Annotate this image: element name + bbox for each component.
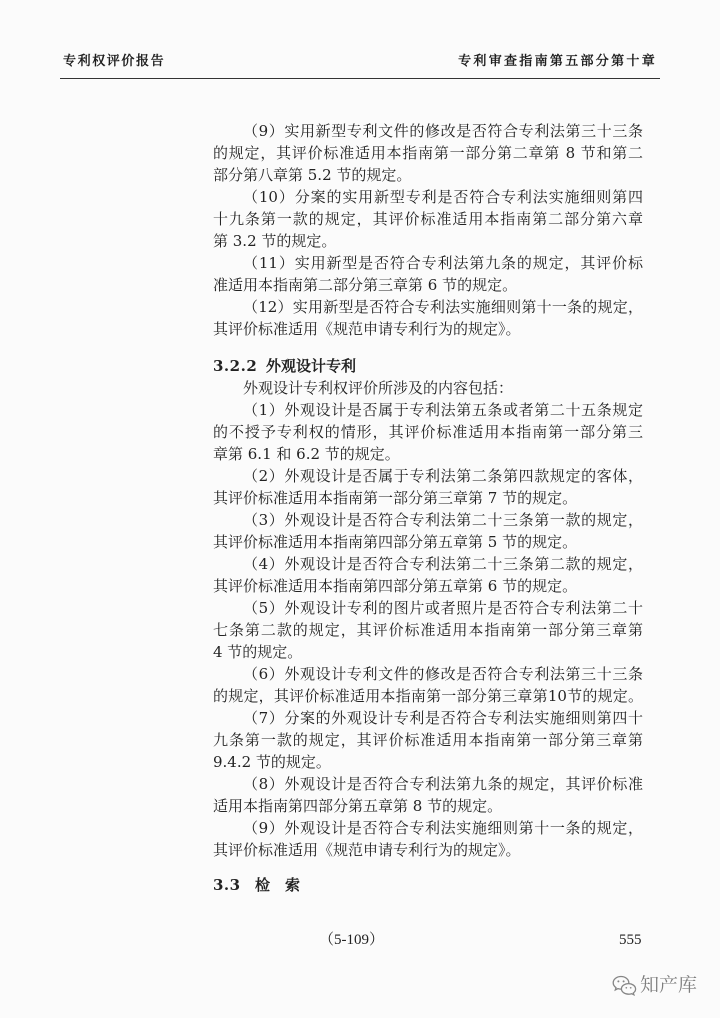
page-footer-code: （5-109） <box>319 932 384 948</box>
list-item <box>213 399 643 465</box>
text-line: 4 节的规定。 <box>213 643 303 661</box>
text-line: 9.4.2 节的规定。 <box>213 753 331 771</box>
list-item <box>213 553 643 597</box>
watermark-text: 知产库 <box>640 974 698 996</box>
list-item <box>213 509 643 553</box>
text-line: 的不授予专利权的情形，其评价标准适用本指南第一部分第三 <box>213 423 643 441</box>
list-item <box>213 597 643 663</box>
text-line: 其评价标准适用《规范申请专利行为的规定》。 <box>213 841 521 859</box>
text-line: 第 3.2 节的规定。 <box>213 232 337 250</box>
text-line: （9）实用新型专利文件的修改是否符合专利法第三十三条 <box>243 122 643 140</box>
header-rule <box>60 78 660 79</box>
section-number: 3.2.2 <box>213 357 258 375</box>
list-item <box>213 663 643 707</box>
text-line: 章第 6.1 和 6.2 节的规定。 <box>213 445 400 463</box>
section-title: 外观设计专利 <box>266 357 357 375</box>
text-line: （1）外观设计是否属于专利法第五条或者第二十五条规定 <box>243 401 643 419</box>
wechat-icon <box>612 975 637 996</box>
text-line: （5）外观设计专利的图片或者照片是否符合专利法第二十 <box>243 599 643 617</box>
watermark <box>612 972 708 998</box>
section-heading <box>213 355 643 377</box>
text-line: （9）外观设计是否符合专利法实施细则第十一条的规定， <box>243 819 643 837</box>
section-title: 检 索 <box>255 876 301 894</box>
page-number: 555 <box>619 932 642 948</box>
list-item <box>213 465 643 509</box>
section-number: 3.3 <box>213 876 241 894</box>
section-heading <box>213 874 643 896</box>
list-item <box>213 817 643 861</box>
list-item <box>213 707 643 773</box>
text-line: 十九条第一款的规定，其评价标准适用本指南第二部分第六章 <box>213 210 643 228</box>
list-item <box>213 296 643 340</box>
running-head <box>63 52 657 72</box>
text-line: （11）实用新型是否符合专利法第九条的规定，其评价标 <box>243 254 643 272</box>
running-head-left: 专利权评价报告 <box>63 54 166 69</box>
text-line: （12）实用新型是否符合专利法实施细则第十一条的规定， <box>243 298 643 316</box>
text-line: 其评价标准适用本指南第四部分第五章第 6 节的规定。 <box>213 577 578 595</box>
text-line: 准适用本指南第二部分第三章第 6 节的规定。 <box>213 276 518 294</box>
text-line: 九条第一款的规定，其评价标准适用本指南第一部分第三章第 <box>213 731 643 749</box>
text-line: 的规定，其评价标准适用本指南第一部分第二章第 8 节和第二 <box>213 144 643 162</box>
text-line: 其评价标准适用本指南第一部分第三章第 7 节的规定。 <box>213 489 578 507</box>
list-item <box>213 186 643 252</box>
text-line: （3）外观设计是否符合专利法第二十三条第一款的规定， <box>243 511 643 529</box>
text-line: 其评价标准适用本指南第四部分第五章第 5 节的规定。 <box>213 533 578 551</box>
list-item <box>213 252 643 296</box>
text-line: （7）分案的外观设计专利是否符合专利法实施细则第四十 <box>243 709 643 727</box>
text-line: 其评价标准适用《规范申请专利行为的规定》。 <box>213 320 521 338</box>
text-line: 适用本指南第四部分第五章第 8 节的规定。 <box>213 797 503 815</box>
text-line: 部分第八章第 5.2 节的规定。 <box>213 166 412 184</box>
running-head-right: 专利审查指南第五部分第十章 <box>458 54 657 69</box>
text-line: （2）外观设计是否属于专利法第二条第四款规定的客体， <box>243 467 643 485</box>
text-line: （4）外观设计是否符合专利法第二十三条第二款的规定， <box>243 555 643 573</box>
text-line: 七条第二款的规定，其评价标准适用本指南第一部分第三章第 <box>213 621 643 639</box>
list-item <box>213 120 643 186</box>
section-intro: 外观设计专利权评价所涉及的内容包括： <box>243 379 514 397</box>
text-line: （10）分案的实用新型专利是否符合专利法实施细则第四 <box>243 188 643 206</box>
text-line: 的规定，其评价标准适用本指南第一部分第三章第10节的规定。 <box>213 687 643 705</box>
list-item <box>213 773 643 817</box>
body-text <box>213 120 643 896</box>
text-line: （8）外观设计是否符合专利法第九条的规定，其评价标准 <box>243 775 643 793</box>
text-line: （6）外观设计专利文件的修改是否符合专利法第三十三条 <box>243 665 643 683</box>
